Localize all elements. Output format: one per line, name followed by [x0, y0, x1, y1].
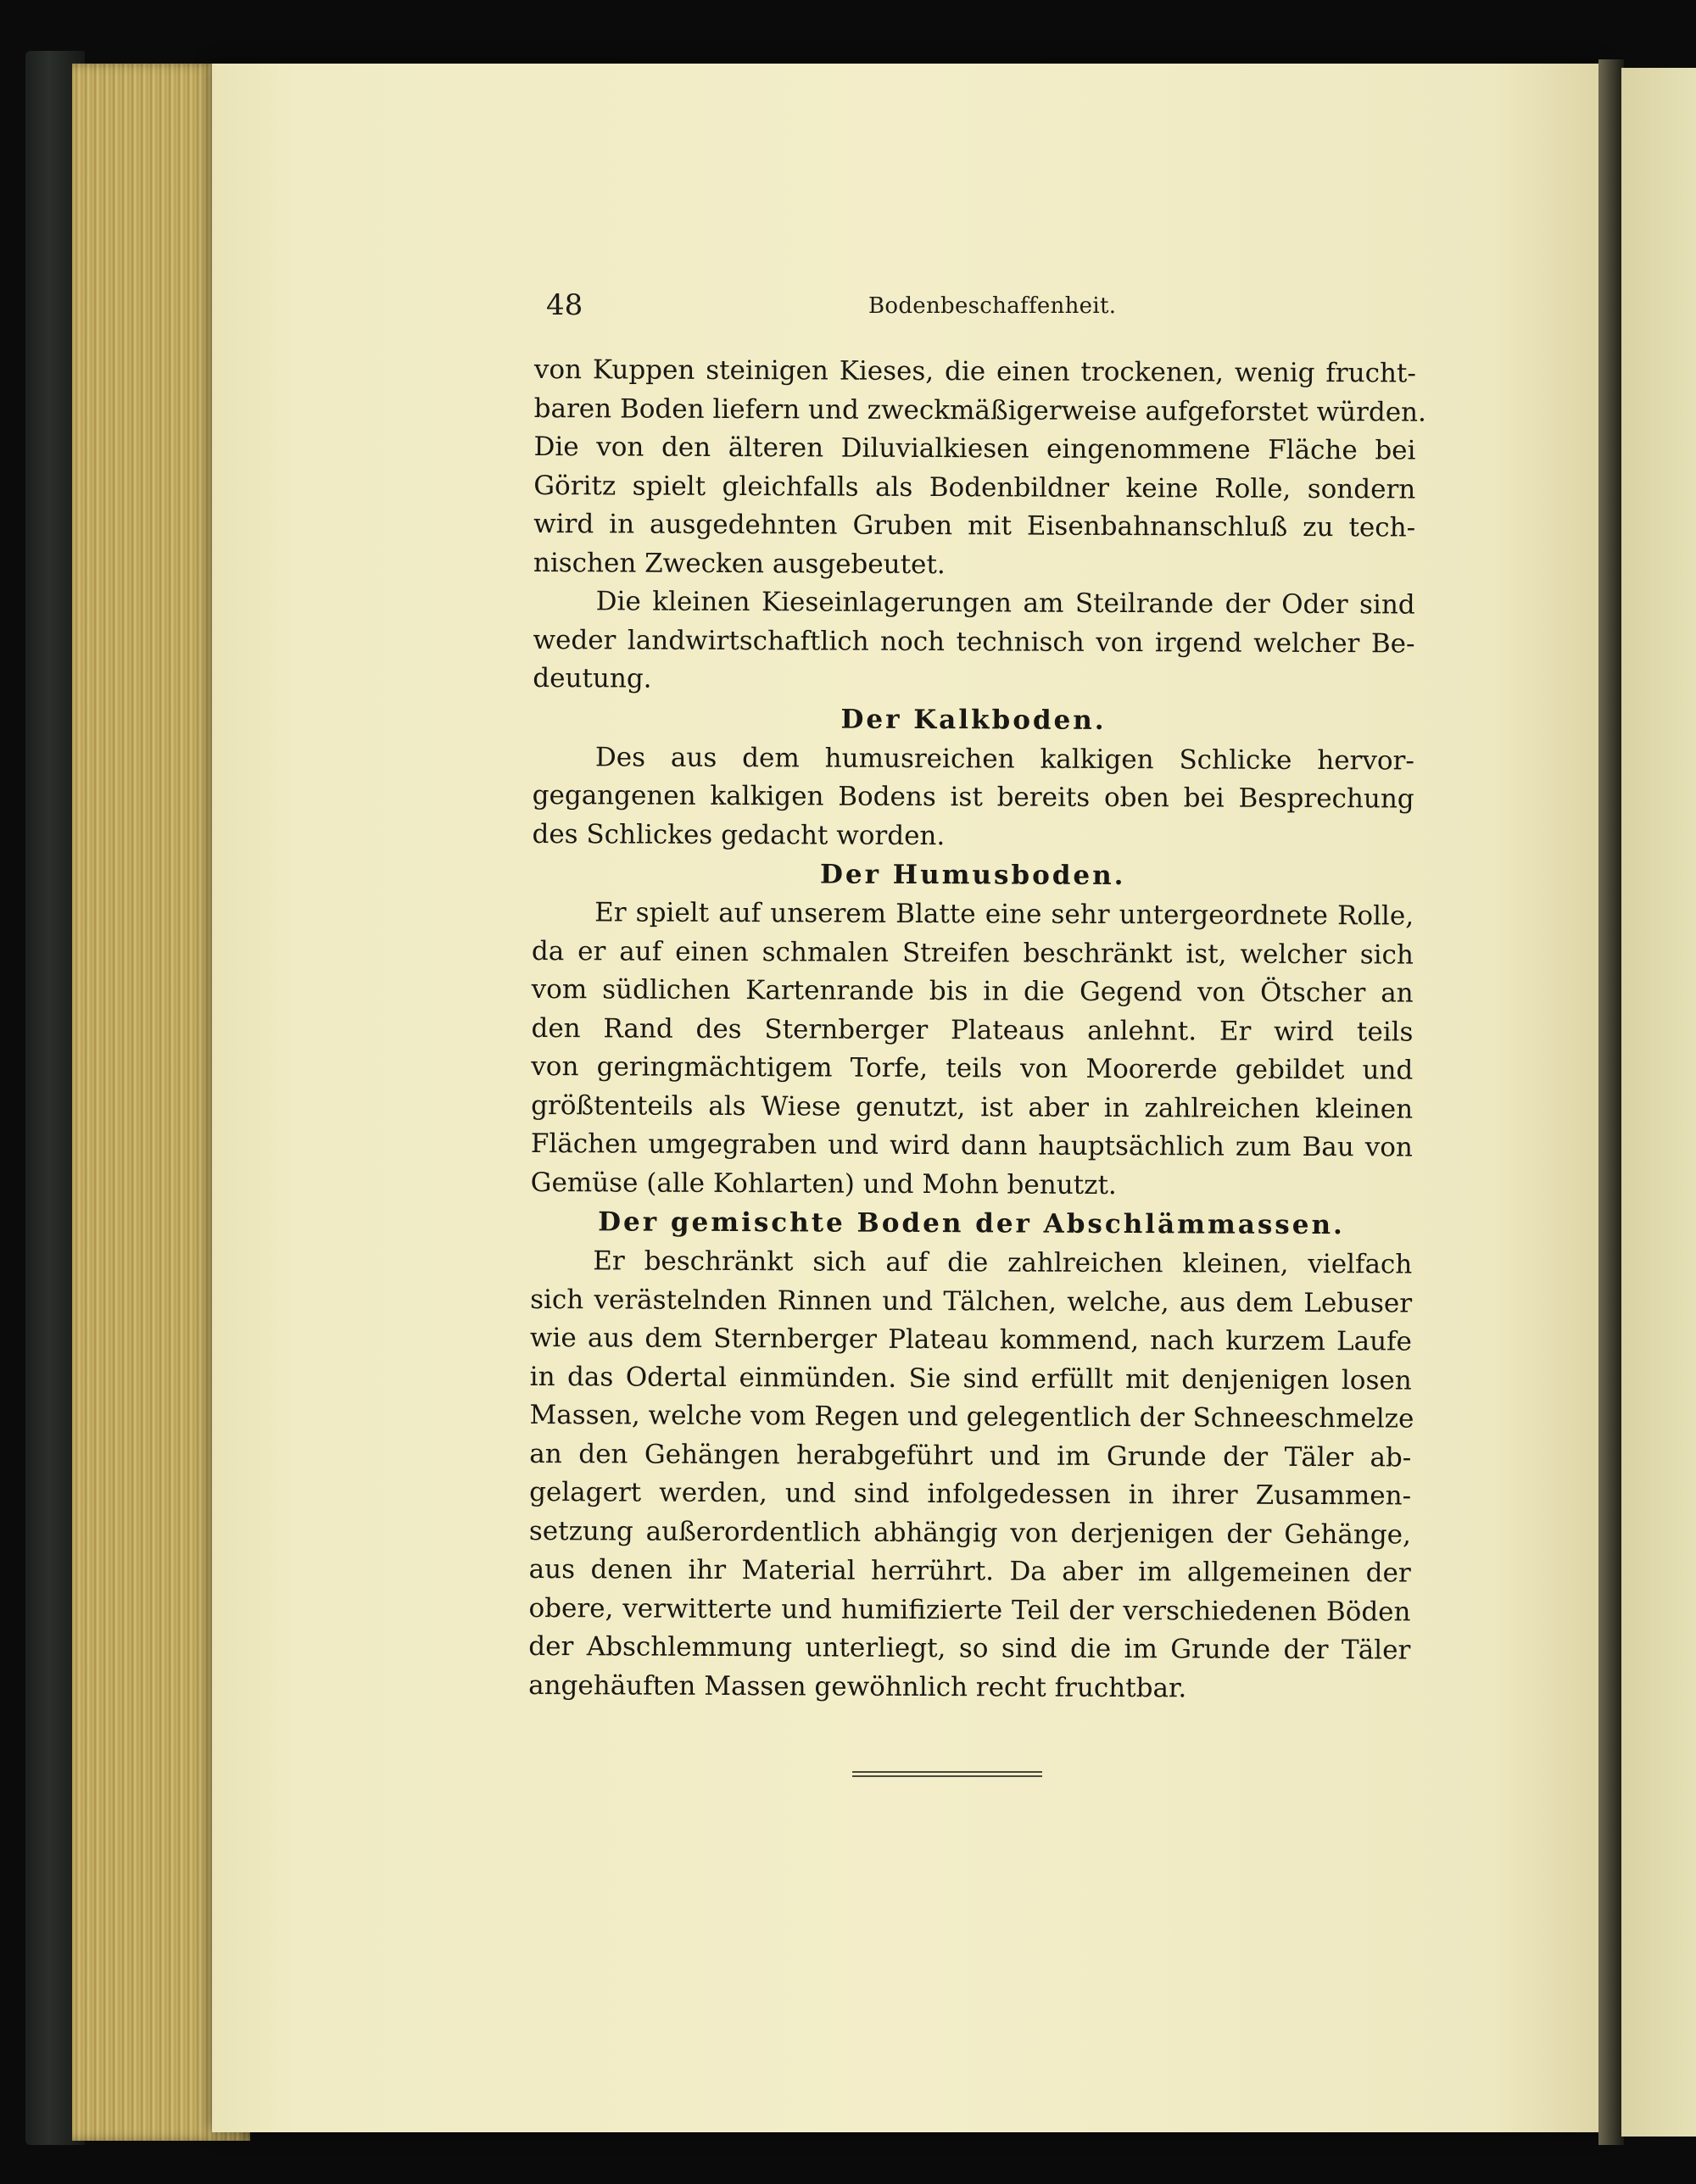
text-line: den Rand des Sternberger Plateaus anlehnt. Er wird teils: [531, 1012, 1414, 1048]
running-head-title: Bodenbeschaffenheit.: [868, 293, 1117, 319]
closing-double-rule: [852, 1771, 1042, 1778]
text-line: da er auf einen schmalen Streifen beschränkt ist, welcher sich: [531, 935, 1414, 971]
running-head: [546, 288, 1140, 326]
text-line: baren Boden liefern und zweckmäßigerweise aufgeforstet würden.: [533, 393, 1426, 428]
text-line: gelagert werden, und sind infolgedessen in ihrer Zusammen-: [529, 1476, 1412, 1512]
text-line: angehäuften Massen gewöhnlich recht fruchtbar.: [528, 1669, 1187, 1703]
text-line: Die kleinen Kieseinlagerungen am Steilrande der Oder sind: [595, 586, 1415, 621]
text-line: in das Odertal einmünden. Sie sind erfüllt mit denjenigen losen: [529, 1361, 1412, 1396]
text-line: weder landwirtschaftlich noch technisch von irgend welcher Be-: [533, 624, 1415, 660]
paragraph-gemischter-boden: [528, 1242, 1412, 1709]
text-line: größtenteils als Wiese genutzt, ist aber in zahlreichen kleinen: [531, 1089, 1414, 1125]
text-line: wie aus dem Sternberger Plateau kommend, nach kurzem Laufe: [529, 1322, 1412, 1357]
text-line: deutung.: [533, 662, 652, 694]
paragraph-humusboden: [531, 894, 1414, 1206]
text-line: aus denen ihr Material herrührt. Da aber im allgemeinen der: [528, 1553, 1411, 1589]
text-line: Die von den älteren Diluvialkiesen eingenommene Fläche bei: [533, 431, 1416, 466]
section-heading-gemischter-boden: Der gemischte Boden der Abschlämmassen.: [598, 1206, 1345, 1241]
text-line: Er beschränkt sich auf die zahlreichen kleinen, vielfach: [593, 1245, 1413, 1280]
section-heading-humusboden: Der Humusboden.: [820, 859, 1126, 892]
text-line: Gemüse (alle Kohlarten) und Mohn benutzt.: [530, 1167, 1117, 1201]
text-line: des Schlickes gedacht worden.: [532, 818, 946, 851]
paragraph-kieseinlagerungen: [533, 582, 1415, 702]
section-heading-kalkboden: Der Kalkboden.: [840, 704, 1107, 736]
text-line: sich verästelnden Rinnen und Tälchen, welche, aus dem Lebuser: [530, 1284, 1413, 1319]
text-line: Des aus dem humusreichen kalkigen Schlicke hervor-: [594, 741, 1414, 777]
text-line: nischen Zwecken ausgebeutet.: [533, 547, 946, 580]
text-line: Er spielt auf unserem Blatte eine sehr untergeordnete Rolle,: [594, 897, 1414, 932]
text-line: Massen, welche vom Regen und gelegentlich der Schneeschmelze: [529, 1399, 1414, 1435]
text-line: vom südlichen Kartenrande bis in die Gegend von Ötscher an: [531, 973, 1414, 1009]
text-line: wird in ausgedehnten Gruben mit Eisenbahnanschluß zu tech-: [533, 508, 1416, 543]
rule-line: [852, 1771, 1042, 1773]
text-line: gegangenen kalkigen Bodens ist bereits oben bei Besprechung: [532, 779, 1414, 815]
text-line: Flächen umgegraben und wird dann hauptsächlich zum Bau von: [530, 1128, 1413, 1163]
text-column: [528, 351, 1426, 1709]
text-line: an den Gehängen herabgeführt und im Grunde der Täler ab-: [529, 1438, 1412, 1474]
page-number: 48: [546, 288, 583, 322]
paragraph-kies-continued: [533, 351, 1426, 587]
text-line: der Abschlemmung unterliegt, so sind die im Grunde der Täler: [528, 1630, 1411, 1666]
paragraph-kalkboden: [532, 738, 1414, 857]
text-line: obere, verwitterte und humifizierte Teil der verschiedenen Böden: [528, 1592, 1411, 1628]
next-page-edge: [1621, 68, 1696, 2137]
rule-line: [852, 1775, 1042, 1777]
text-line: Göritz spielt gleichfalls als Bodenbildner keine Rolle, sondern: [533, 470, 1416, 505]
text-line: setzung außerordentlich abhängig von derjenigen der Gehänge,: [528, 1515, 1411, 1551]
text-line: von geringmächtigem Torfe, teils von Moorerde gebildet und: [531, 1050, 1414, 1086]
text-line: von Kuppen steinigen Kieses, die einen trockenen, wenig frucht-: [533, 354, 1416, 389]
book-gutter: [1598, 59, 1624, 2145]
